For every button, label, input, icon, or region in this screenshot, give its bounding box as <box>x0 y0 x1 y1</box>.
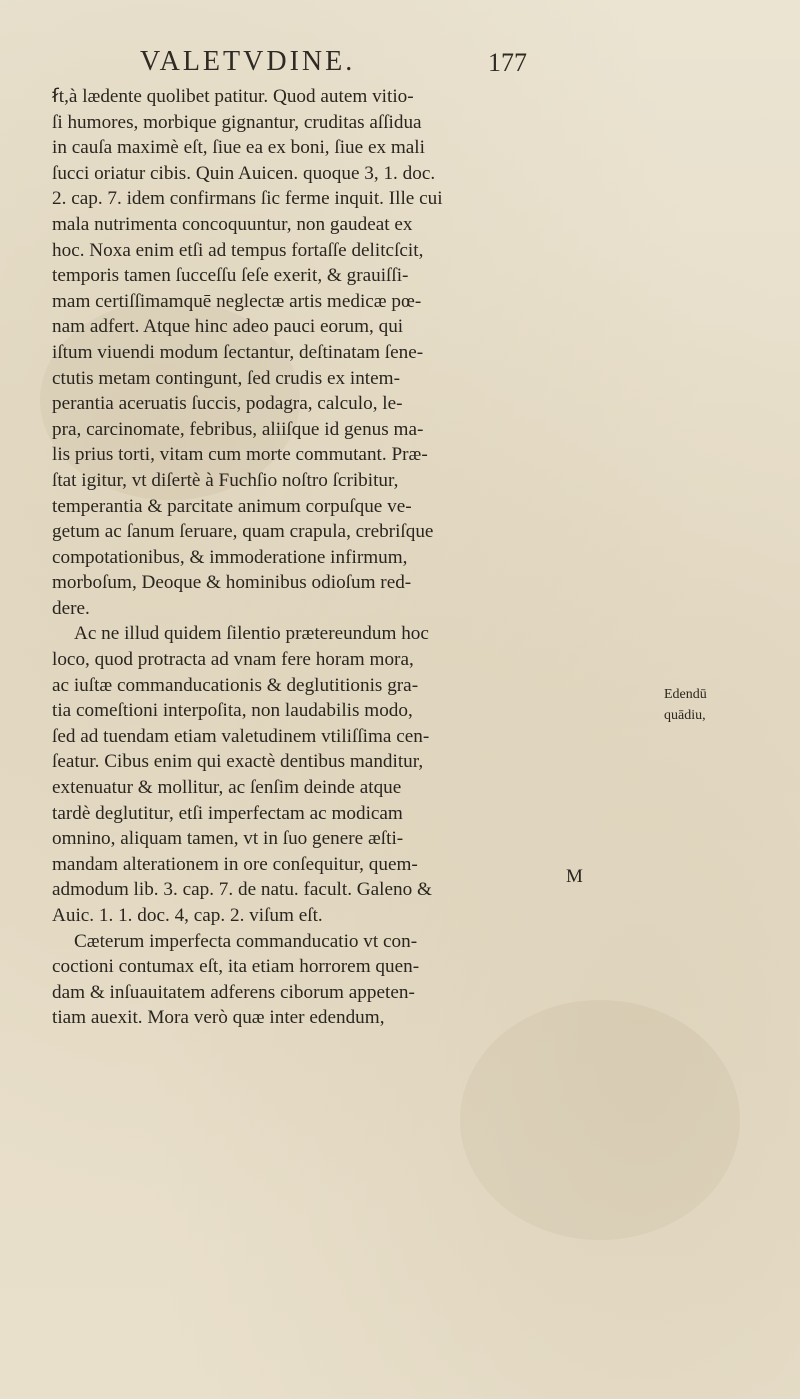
page-number: 177 <box>488 48 527 77</box>
text-line: hoc. Noxa enim etſi ad tempus fortaſſe delitcſcit, <box>52 239 424 261</box>
text-line: getum ac ſanum ſeruare, quam crapula, crebriſque <box>52 521 434 543</box>
text-line: pra, carcinomate, febribus, aliiſque id genus ma- <box>52 418 424 440</box>
text-line: in cauſa maximè eſt, ſiue ea ex boni, ſiue ex mali <box>52 137 425 159</box>
text-line: iſtum viuendi modum ſectantur, deſtinatam ſene- <box>52 341 424 363</box>
text-line: dam & inſuauitatem adferens ciborum appeten- <box>52 981 415 1003</box>
paper-stain <box>460 1000 740 1240</box>
text-line: mala nutrimenta concoquuntur, non gaudeat ex <box>52 213 413 235</box>
text-line: coctioni contumax eſt, ita etiam horrorem quen- <box>52 956 420 978</box>
margin-note-line: Edendū <box>664 687 707 702</box>
text-line: loco, quod protracta ad vnam fere horam mora, <box>52 649 414 671</box>
paragraph-first-line: Cæterum imperfecta commanducatio vt con- <box>74 930 418 952</box>
text-line: perantia aceruatis ſuccis, podagra, calculo, le- <box>52 393 403 415</box>
paragraph-first-line: Ac ne illud quidem ſilentio prætereundum hoc <box>74 623 429 645</box>
text-line: mandam alterationem in ore conſequitur, quem- <box>52 853 418 875</box>
catchword: M <box>566 866 583 887</box>
margin-note <box>664 684 744 726</box>
text-line: ſeatur. Cibus enim qui exactè dentibus manditur, <box>52 751 424 773</box>
text-line: temporis tamen ſucceſſu ſeſe exerit, & grauiſſi- <box>52 265 409 287</box>
text-line: omnino, aliquam tamen, vt in ſuo genere æſti- <box>52 828 404 850</box>
text-line: mam certiſſimamquē neglectæ artis medicæ pœ- <box>52 290 422 312</box>
text-line: admodum lib. 3. cap. 7. de natu. facult. Galeno & <box>52 879 432 901</box>
text-line: 2. cap. 7. idem confirmans ſic ferme inquit. Ille cui <box>52 188 443 210</box>
text-line: morboſum, Deoque & hominibus odioſum red- <box>52 572 412 594</box>
text-line: tardè deglutitur, etſi imperfectam ac modicam <box>52 802 403 824</box>
text-line: Auic. 1. 1. doc. 4, cap. 2. viſum eſt. <box>52 905 323 926</box>
text-line: nam adfert. Atque hinc adeo pauci eorum, qui <box>52 316 404 338</box>
text-line: lis prius torti, vitam cum morte commutant. Præ- <box>52 444 428 466</box>
text-line: ſucci oriatur cibis. Quin Auicen. quoque 3, 1. doc. <box>52 162 436 184</box>
text-line: ſed ad tuendam etiam valetudinem vtiliſſima cen- <box>52 725 430 747</box>
text-line: dere. <box>52 597 90 619</box>
text-line: ac iuſtæ commanducationis & deglutitionis gra- <box>52 674 419 696</box>
text-line: ſtat igitur, vt diſertè à Fuchſio noſtro ſcribitur, <box>52 469 399 491</box>
text-line: extenuatur & mollitur, ac ſenſim deinde atque <box>52 777 402 799</box>
text-line: temperantia & parcitate animum corpuſque ve- <box>52 495 412 517</box>
text-line: ſi humores, morbique gignantur, cruditas aſſidua <box>52 111 422 133</box>
text-line: ctutis metam contingunt, ſed crudis ex intem- <box>52 367 400 389</box>
running-head: VALETVDINE. <box>140 46 356 77</box>
text-line: compotationibus, & immoderatione infirmum, <box>52 546 408 568</box>
text-line: tiam auexit. Mora verò quæ inter edendum, <box>52 1007 385 1029</box>
margin-note-line: quādiu, <box>664 708 706 723</box>
page-header <box>0 46 800 86</box>
body-text <box>52 84 632 1031</box>
text-line: ẜt,à lædente quolibet patitur. Quod autem vitio- <box>52 86 414 107</box>
text-line: tia comeſtioni interpoſita, non laudabilis modo, <box>52 700 413 722</box>
